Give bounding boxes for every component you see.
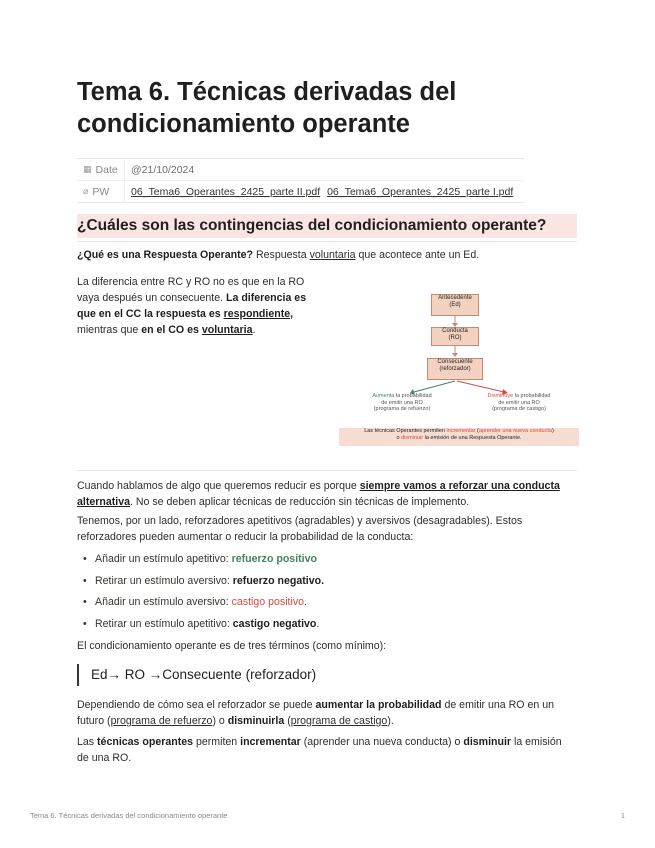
list-item: • Retirar un estímulo apetitivo: castigo negativo. <box>95 616 319 632</box>
paragraph-reforzadores: Tenemos, por un lado, reforzadores apetitivos (agradables) y aversivos (desagradables). Estos reforzadores pueden aumentar o reducir la probabilidad de la conducta: <box>77 515 523 543</box>
page-title <box>77 76 557 140</box>
diagram-disminuye: Disminuye la probabilidad de emitir una RO (programa de castigo) <box>487 393 551 412</box>
footer-page-number: 1 <box>620 811 625 820</box>
list-item: • Añadir un estímulo aversivo: castigo positivo. <box>95 594 307 610</box>
quote-block: Ed→ RO →Consecuente (reforzador) <box>77 664 316 686</box>
property-date-key <box>77 159 125 180</box>
property-pw-key <box>77 181 125 202</box>
box-consecuente: Consecuente (reforzador) <box>427 358 483 380</box>
title-line-1: Tema 6. Técnicas derivadas del <box>77 78 457 106</box>
paperclip-icon: ⌀ <box>83 186 89 196</box>
paragraph-tres-terminos: El condicionamiento operante es de tres términos (como mínimo): <box>77 640 387 652</box>
date-value[interactable]: @21/10/2024 <box>131 163 195 176</box>
date-label: Date <box>95 163 118 176</box>
box-conducta: Conducta (RO) <box>431 327 479 346</box>
title-line-2: condicionamiento operante <box>77 110 410 138</box>
box-antecedente: Antecedente (Ed) <box>431 294 479 316</box>
section-heading: ¿Cuáles son las contingencias del condicionamiento operante? <box>77 214 577 238</box>
list-item: • Añadir un estímulo apetitivo: refuerzo positivo <box>95 551 317 567</box>
property-pw <box>77 180 524 202</box>
paragraph-reforzar: Cuando hablamos de algo que queremos reducir es porque siempre vamos a reforzar una conducta alternativa. No se deben aplicar técnicas de reducción sin técnicas de implemento. <box>77 480 560 508</box>
diagram-note: Las técnicas Operantes permiten incrementar (aprender una nueva conducta) o disminuir la emisión de una Respuesta Operante. <box>339 428 579 446</box>
paragraph-dependiendo: Dependiendo de cómo sea el reforzador se puede aumentar la probabilidad de emitir una RO en un futuro (programa de refuerzo) o disminuirla (programa de castigo). <box>77 699 554 727</box>
paragraph-respuesta-operante: ¿Qué es una Respuesta Operante? Respuesta voluntaria que acontece ante un Ed. <box>77 249 480 261</box>
property-date <box>77 159 524 180</box>
footer-title: Tema 6. Técnicas derivadas del condicionamiento operante <box>30 811 228 820</box>
list-item: • Retirar un estímulo aversivo: refuerzo negativo. <box>95 573 324 589</box>
pw-files <box>125 186 517 198</box>
paragraph-tecnicas-operantes: Las técnicas operantes permiten incrementar (aprender una nueva conducta) o disminuir la emisión de una RO. <box>77 736 562 764</box>
heading-divider <box>77 241 577 242</box>
pw-label: PW <box>92 185 110 198</box>
pdf-link-part-2[interactable]: 06_Tema6_Operantes_2425_parte II.pdf <box>131 185 321 198</box>
paragraph-diferencia: La diferencia entre RC y RO no es que en la RO vaya después un consecuente. La diferencia es que en el CC la respuesta es respondiente, mientras que en el CO es voluntaria. <box>77 276 307 336</box>
contingency-diagram <box>339 286 579 451</box>
divider <box>77 470 577 471</box>
pdf-link-part-1[interactable]: 06_Tema6_Operantes_2425_parte I.pdf <box>327 185 514 198</box>
calendar-icon: ▦ <box>83 164 92 174</box>
diagram-aumenta: Aumenta la probabilidad de emitir una RO (programa de refuerzo) <box>372 393 432 412</box>
properties-table <box>77 158 524 203</box>
